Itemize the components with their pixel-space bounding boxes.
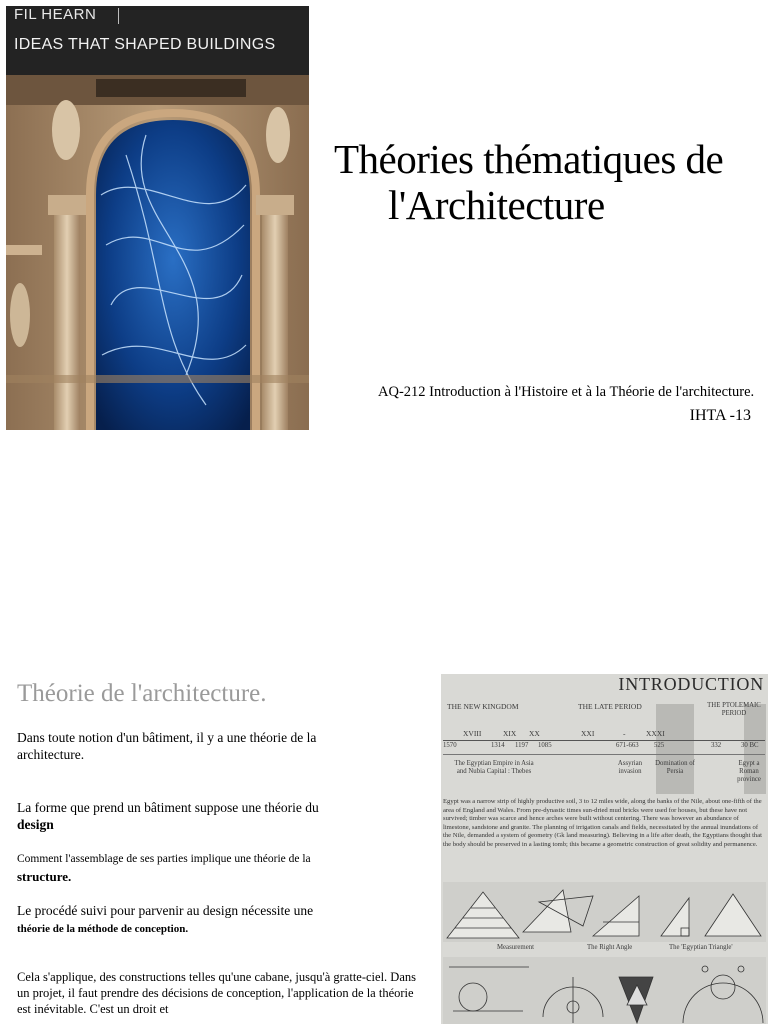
timeline-date: 30 BC bbox=[741, 742, 759, 749]
figure-caption: The 'Egyptian Triangle' bbox=[669, 944, 733, 951]
timeline-date: 1085 bbox=[538, 742, 552, 749]
paragraph-structure-keyword: structure. bbox=[17, 869, 72, 884]
timeline-date: 332 bbox=[711, 742, 722, 749]
geometry-figures-row bbox=[443, 882, 766, 942]
timeline-axis bbox=[443, 740, 765, 741]
slide-title-line-1: Théories thématiques de bbox=[334, 136, 724, 182]
cover-illustration bbox=[6, 75, 309, 430]
paragraph-theory: Dans toute notion d'un bâtiment, il y a une théorie de la architecture. bbox=[17, 730, 317, 762]
timeline-event: Domination of Persia bbox=[655, 760, 695, 775]
paragraph-structure-text: Comment l'assemblage de ses parties implique une théorie de la bbox=[17, 853, 311, 865]
period-label: THE PTOLEMAIC PERIOD bbox=[707, 702, 761, 717]
dynasty-label: XXI bbox=[581, 729, 595, 738]
book-body-text: Egypt was a narrow strip of highly productive soil, 3 to 12 miles wide, along the banks of the Nile, about one-fifth of the area of England and Wales. From pre-dynastic times sun-dried mud bricks were used for houses, but these have not survived; timber was scarce and hence arches were built without centering. There was however an abundance of limestone, sandstone and granite. The planning of irrigation canals and fields, necessitated by the annual inundations of the Nile, demanded a system of geometry (Gk land measuring). Believing in a life after death, the Egyptians thought that the body should be preserved in a lasting tomb; this became a geometric construction of great solidity and permanence. bbox=[443, 798, 762, 848]
slide-title-line-2: l'Architecture bbox=[388, 182, 605, 228]
paragraph-structure bbox=[17, 851, 347, 887]
paragraph-design-text: La forme que prend un bâtiment suppose une théorie du bbox=[17, 800, 319, 815]
figure-caption: The Right Angle bbox=[587, 944, 633, 951]
course-code: IHTA -13 bbox=[689, 407, 751, 424]
timeline-event: Assyrian invasion bbox=[617, 760, 643, 775]
period-label: THE LATE PERIOD bbox=[578, 702, 642, 711]
section-heading: Théorie de l'architecture. bbox=[17, 680, 267, 707]
paragraph-design bbox=[17, 799, 347, 833]
dynasty-label: XIX bbox=[503, 729, 517, 738]
book-cover bbox=[6, 6, 309, 430]
paragraph-method-keyword: théorie de la méthode de conception. bbox=[17, 923, 189, 935]
course-name: AQ-212 Introduction à l'Histoire et à la Théorie de l'architecture. bbox=[378, 384, 755, 400]
timeline-date: 1314 bbox=[491, 742, 505, 749]
timeline-event: Egypt a Roman province bbox=[737, 760, 761, 783]
geometry-figures-row bbox=[443, 957, 766, 1024]
timeline-date: 1197 bbox=[515, 742, 529, 749]
timeline-event: The Egyptian Empire in Asia and Nubia Capital : Thebes bbox=[454, 760, 534, 775]
book-page-image bbox=[441, 674, 768, 1024]
dynasty-label: - bbox=[623, 729, 626, 738]
timeline-date: 671-663 bbox=[616, 742, 639, 749]
cover-title: IDEAS THAT SHAPED BUILDINGS bbox=[14, 36, 276, 53]
timeline-rule bbox=[443, 754, 765, 755]
dynasty-label: XXXI bbox=[646, 729, 665, 738]
book-page-heading: INTRODUCTION bbox=[618, 674, 764, 694]
timeline-date: 1570 bbox=[443, 742, 457, 749]
dynasty-label: XVIII bbox=[463, 729, 482, 738]
dynasty-label: XX bbox=[529, 729, 540, 738]
paragraph-application: Cela s'applique, des constructions telles qu'une cabane, jusqu'à gratte-ciel. Dans un projet, il faut prendre des décisions de conception, l'application de la théorie est inévitable. C'est un droit et bbox=[17, 970, 416, 1016]
slide-title bbox=[334, 136, 764, 228]
paragraph-method-text: Le procédé suivi pour parvenir au design nécessite une bbox=[17, 903, 314, 918]
timeline-date: 525 bbox=[654, 742, 665, 749]
cover-divider bbox=[118, 8, 119, 24]
period-label: THE NEW KINGDOM bbox=[447, 702, 519, 711]
cover-author: FIL HEARN bbox=[14, 6, 97, 23]
paragraph-design-keyword: design bbox=[17, 817, 54, 832]
figure-caption: Measurement bbox=[497, 944, 534, 951]
paragraph-method bbox=[17, 902, 347, 938]
